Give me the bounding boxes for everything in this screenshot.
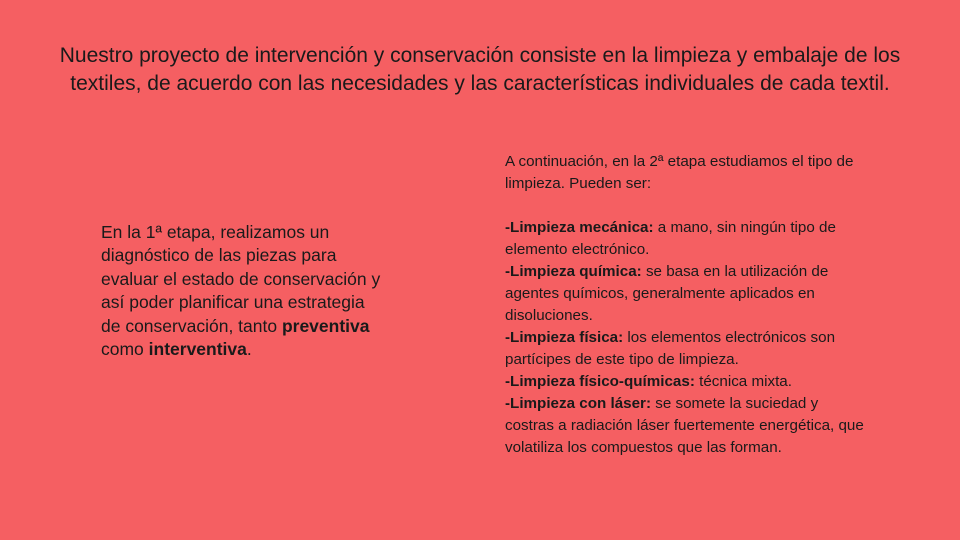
list-item-label: -Limpieza mecánica: <box>505 219 654 236</box>
preventiva-bold: preventiva <box>281 315 370 336</box>
stage-one-end: . <box>246 339 252 360</box>
list-item-label: -Limpieza física: <box>505 329 624 346</box>
list-item-label: -Limpieza físico-químicas: <box>505 373 695 390</box>
list-item <box>505 327 865 371</box>
list-item <box>505 371 865 393</box>
stage-one-intro: En la 1ª etapa, realizamos un diagnóstico de las piezas para evaluar el estado de conservación y así poder planificar una estrategia de conservación, tanto <box>101 222 381 336</box>
stage-two-text <box>505 151 865 459</box>
list-item-text: técnica mixta. <box>694 373 792 390</box>
list-item-label: -Limpieza química: <box>505 263 642 280</box>
list-item <box>505 393 865 459</box>
stage-one-text <box>101 221 381 361</box>
list-item-text: a mano, sin ningún tipo de elemento electrónico. <box>505 219 836 258</box>
stage-two-intro: A continuación, en la 2ª etapa estudiamos el tipo de limpieza. Pueden ser: <box>505 153 854 192</box>
list-item-text: se somete la suciedad y costras a radiación láser fuertemente energética, que volatiliza los compuestos que las forman. <box>505 395 864 456</box>
stage-one-mid: como <box>101 339 149 360</box>
list-item-text: se basa en la utilización de agentes químicos, generalmente aplicados en disoluciones. <box>505 263 829 324</box>
list-item <box>505 217 865 261</box>
list-item <box>505 261 865 327</box>
slide-title: Nuestro proyecto de intervención y conservación consiste en la limpieza y embalaje de los textiles, de acuerdo con las necesidades y las características individuales de cada textil. <box>59 44 901 95</box>
list-item-label: -Limpieza con láser: <box>505 395 652 412</box>
interventiva-bold: interventiva <box>148 339 247 360</box>
list-item-text: los elementos electrónicos son partícipes de este tipo de limpieza. <box>505 329 836 368</box>
